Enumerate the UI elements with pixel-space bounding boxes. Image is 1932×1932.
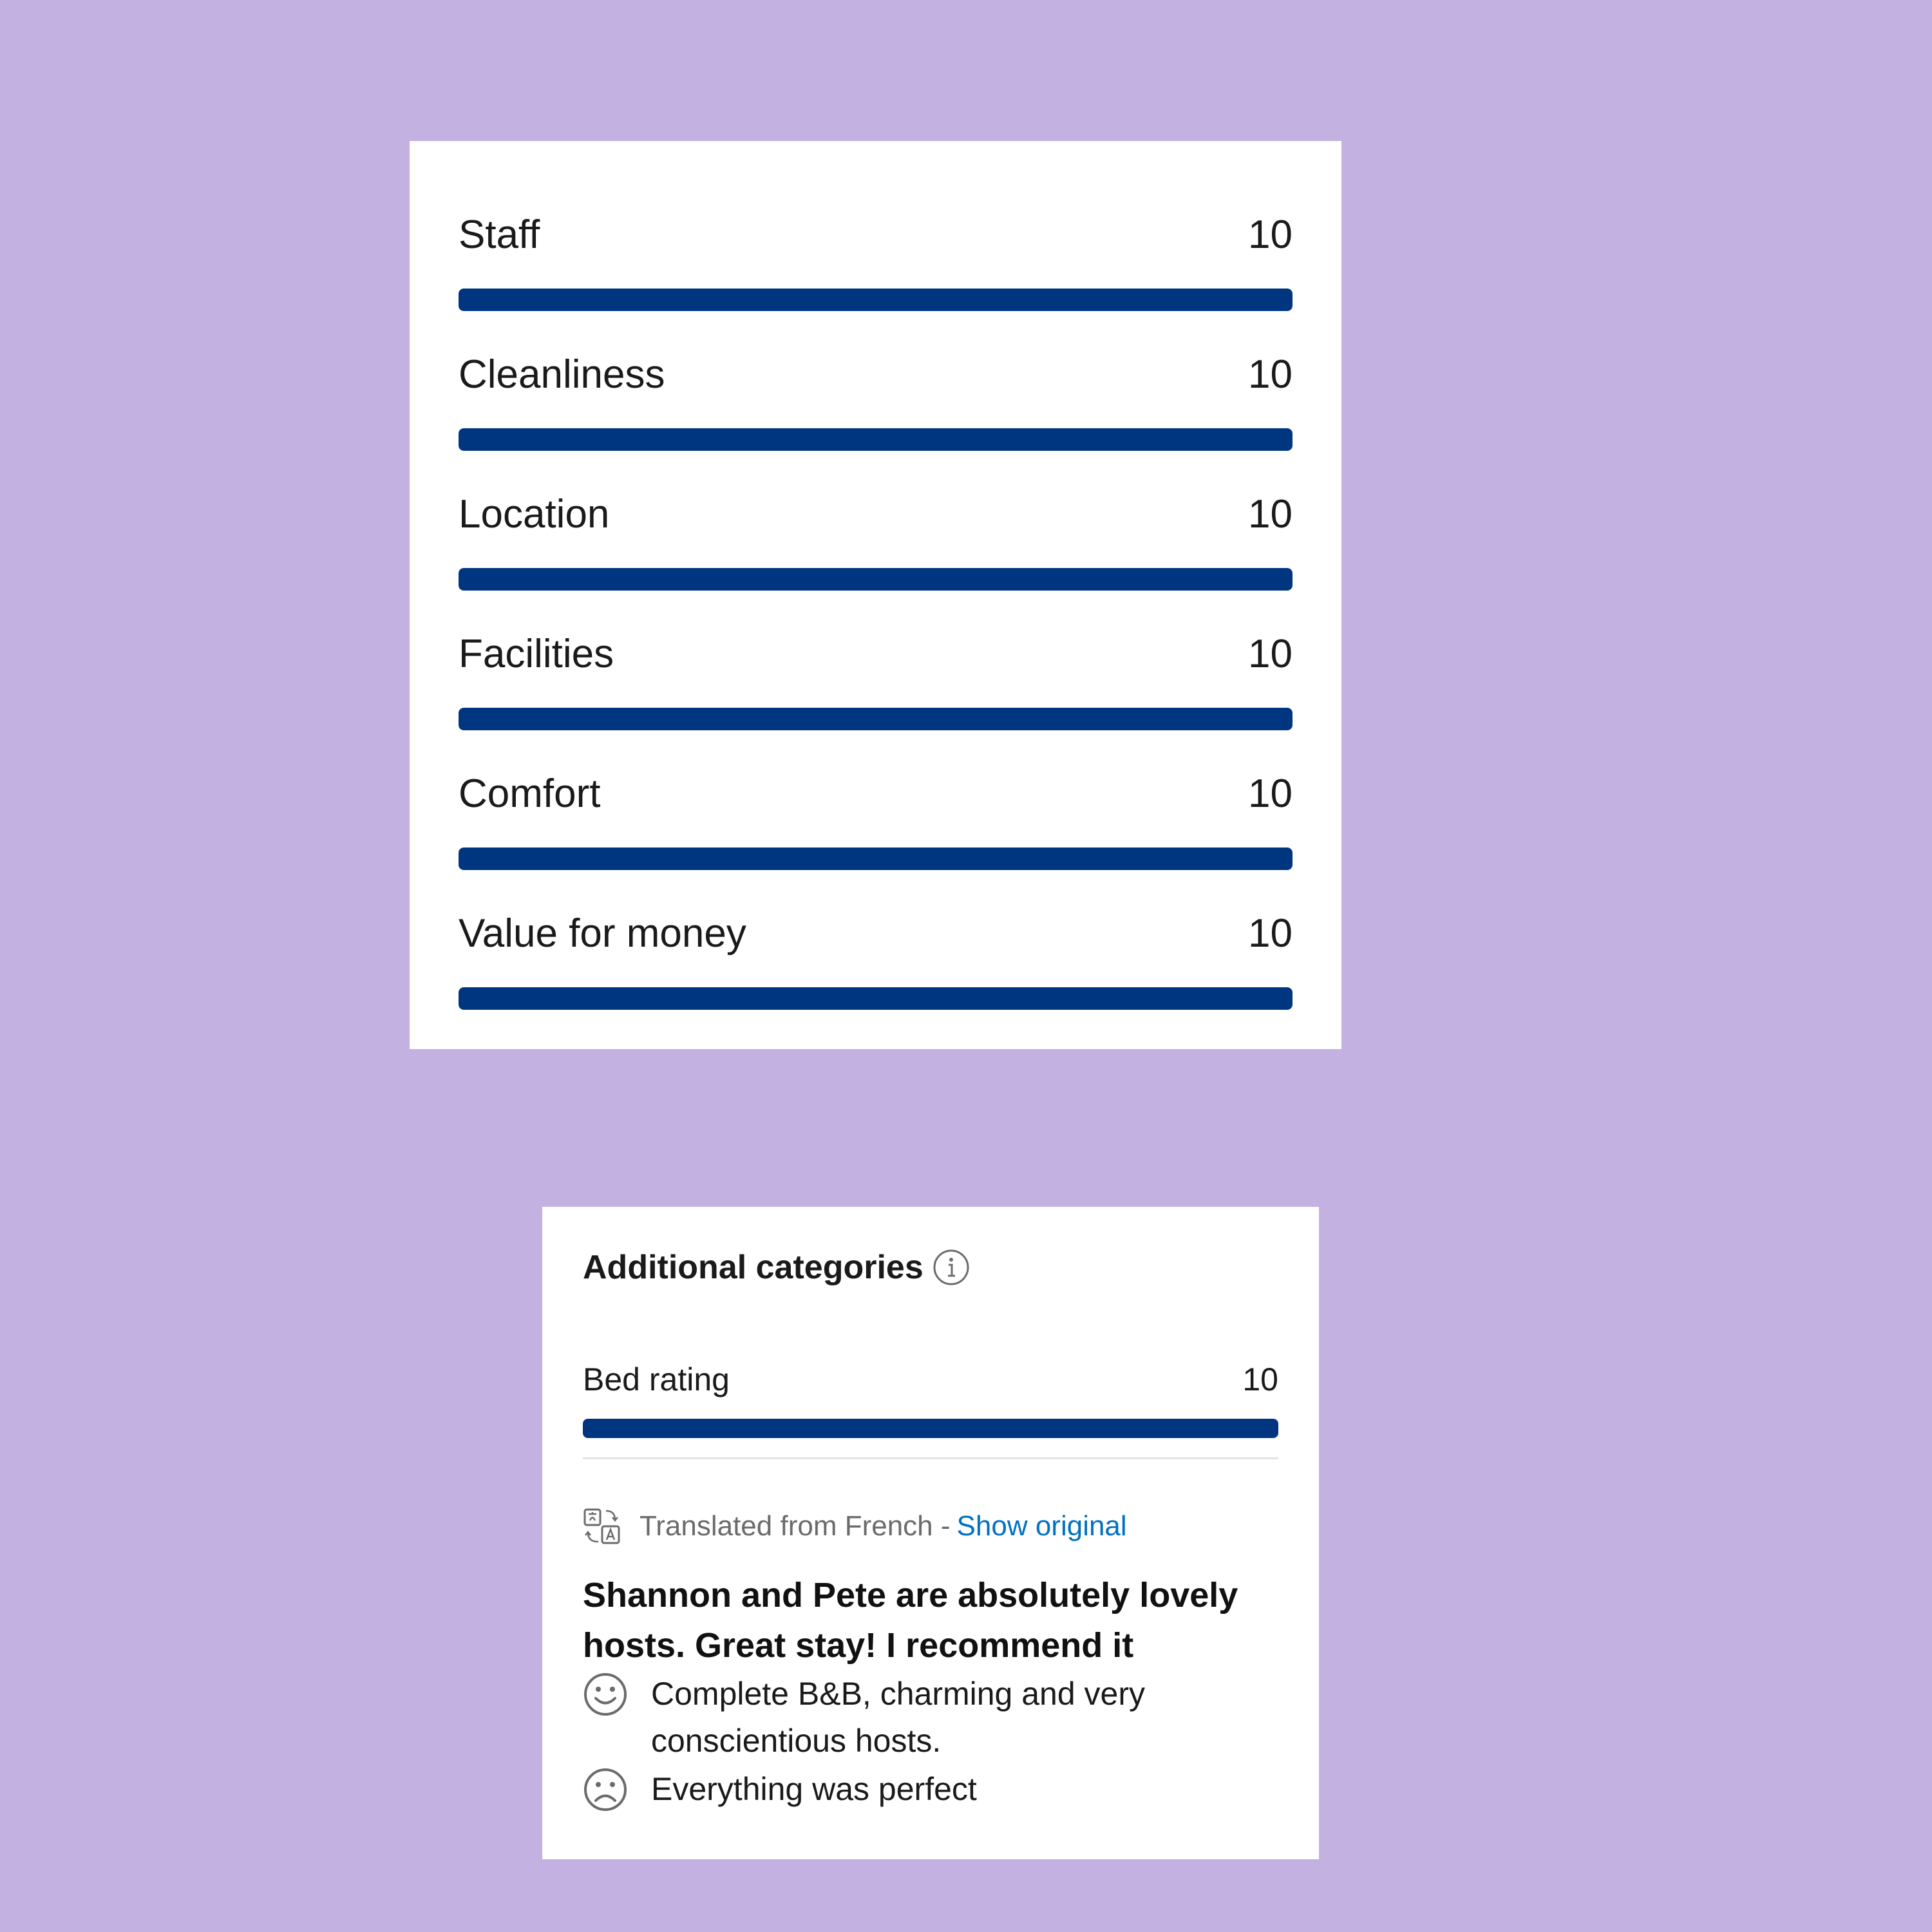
additional-categories-heading	[583, 1247, 1278, 1288]
rating-bar-fill	[459, 987, 1293, 1010]
rating-row-bed	[583, 1363, 1278, 1438]
rating-bar	[459, 568, 1293, 591]
rating-bar-fill	[459, 848, 1293, 870]
additional-categories-title: Additional categories	[583, 1249, 923, 1286]
rating-label: Bed rating	[583, 1361, 730, 1397]
divider	[583, 1457, 1278, 1459]
rating-bar-fill	[459, 708, 1293, 730]
rating-label: Facilities	[459, 632, 614, 676]
rating-label: Location	[459, 492, 610, 536]
rating-score: 10	[1248, 492, 1293, 536]
rating-score: 10	[1248, 911, 1293, 956]
rating-bar	[459, 708, 1293, 730]
rating-label: Cleanliness	[459, 352, 665, 397]
rating-row-facilities	[459, 634, 1293, 774]
review-positive-text: Complete B&B, charming and very conscientious hosts.	[651, 1676, 1146, 1759]
review-title: Shannon and Pete are absolutely lovely hosts. Great stay! I recommend it	[583, 1576, 1238, 1665]
rating-bar-fill	[459, 428, 1293, 451]
rating-bar-fill	[583, 1419, 1278, 1438]
info-icon[interactable]	[933, 1249, 970, 1286]
rating-row-cleanliness	[459, 352, 1293, 495]
rating-score: 10	[1248, 352, 1293, 397]
rating-bar-fill	[459, 568, 1293, 591]
rating-label: Value for money	[459, 911, 746, 956]
review-negative-text: Everything was perfect	[651, 1771, 977, 1807]
rating-score: 10	[1248, 213, 1293, 257]
smiley-icon	[583, 1672, 628, 1717]
rating-bar	[459, 289, 1293, 311]
frown-icon	[583, 1767, 628, 1812]
rating-label: Comfort	[459, 772, 601, 816]
rating-row-staff	[459, 215, 1293, 355]
translation-note-row	[583, 1506, 1278, 1547]
review-card	[542, 1207, 1319, 1859]
translate-icon	[583, 1507, 621, 1546]
show-original-link[interactable]: Show original	[956, 1510, 1127, 1542]
rating-score: 10	[1242, 1361, 1278, 1397]
rating-bar	[459, 848, 1293, 870]
rating-bar	[459, 987, 1293, 1010]
rating-bar	[583, 1419, 1278, 1438]
rating-score: 10	[1248, 632, 1293, 676]
translation-note: Translated from French -	[639, 1510, 951, 1542]
rating-label: Staff	[459, 213, 540, 257]
rating-score: 10	[1248, 772, 1293, 816]
ratings-card	[410, 141, 1341, 1049]
rating-bar	[459, 428, 1293, 451]
rating-row-location	[459, 492, 1293, 634]
rating-row-comfort	[459, 774, 1293, 914]
rating-bar-fill	[459, 289, 1293, 311]
rating-row-value-for-money	[459, 911, 1293, 1054]
review-negative	[583, 1766, 1278, 1813]
review-positive	[583, 1671, 1278, 1765]
